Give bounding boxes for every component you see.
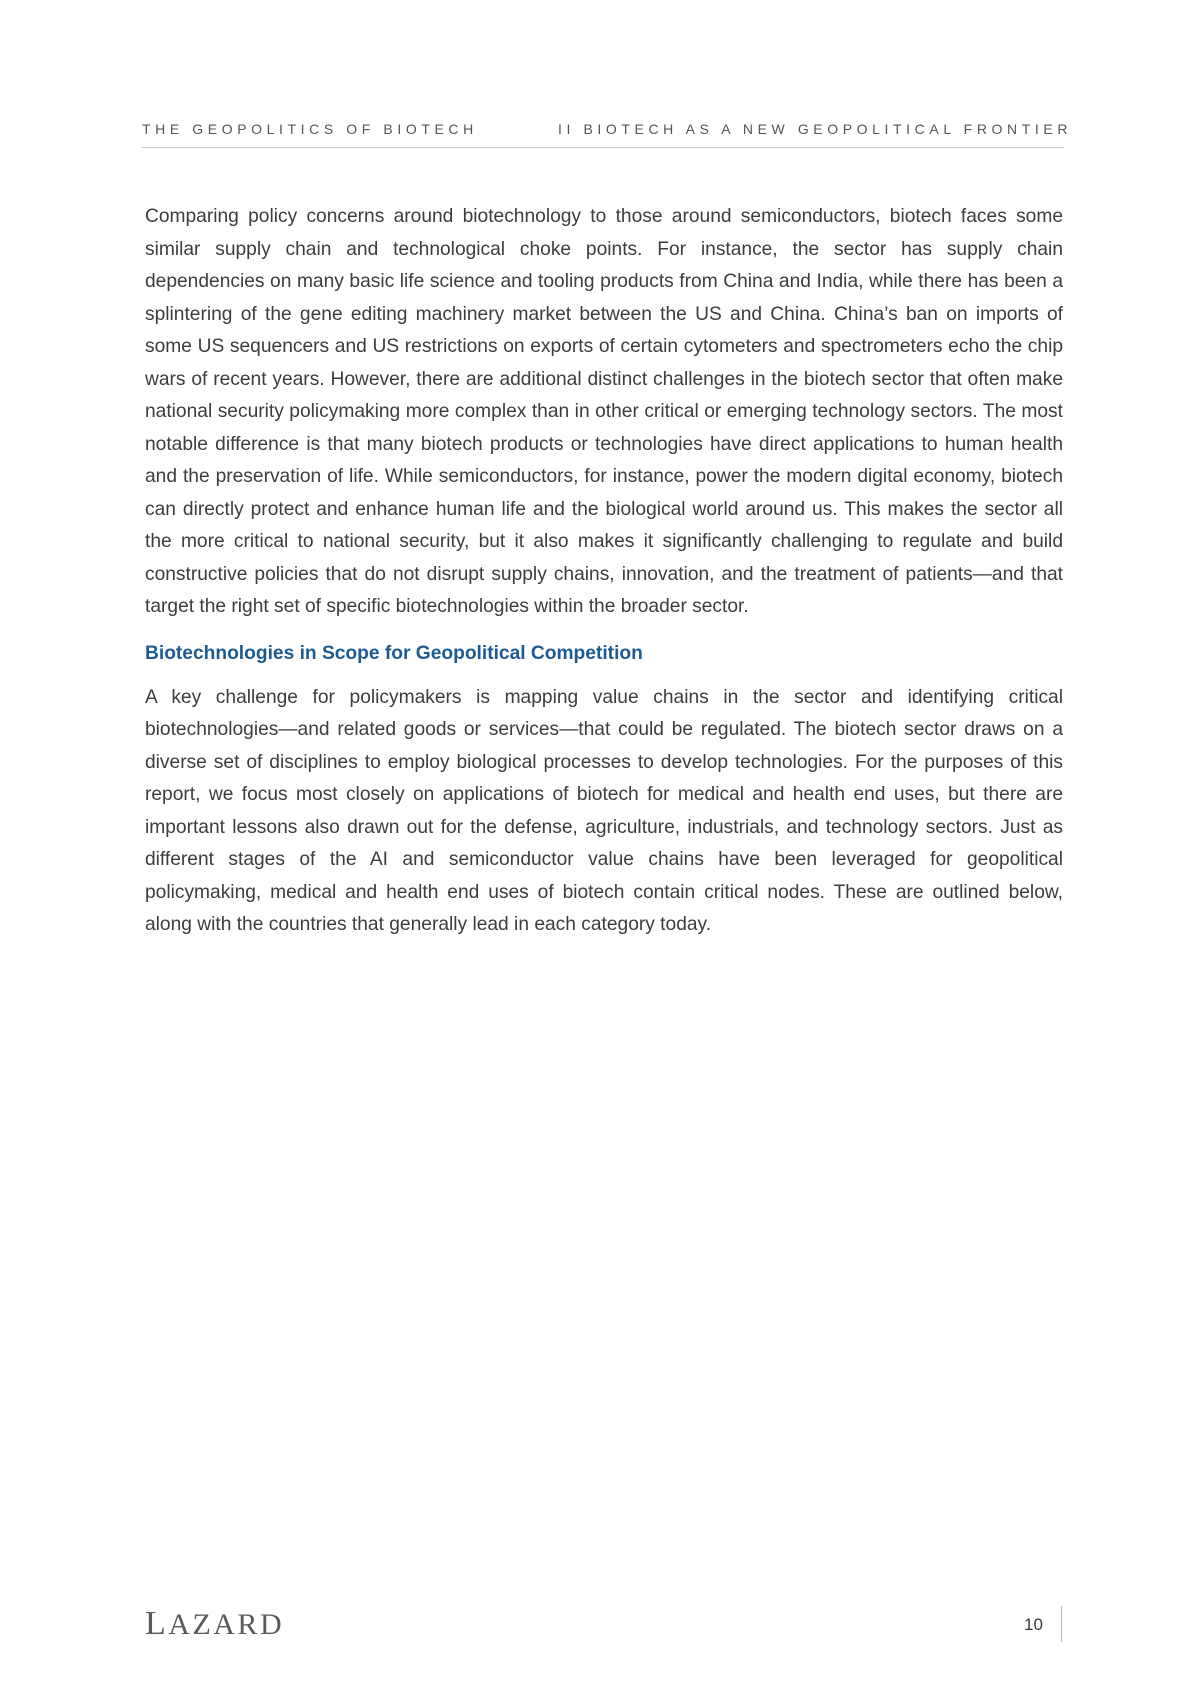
lazard-logo-initial: L	[145, 1605, 169, 1642]
page-number-divider	[1061, 1606, 1062, 1642]
lazard-logo	[145, 1606, 284, 1643]
header-section-title: II BIOTECH AS A NEW GEOPOLITICAL FRONTIER	[558, 121, 1073, 137]
page-content	[145, 201, 1063, 942]
body-paragraph-1: Comparing policy concerns around biotechnology to those around semiconductors, biotech faces some similar supply chain and technological choke points. For instance, the sector has supply chain dependencies on many basic life science and tooling products from China and India, while there has been a splintering of the gene editing machinery market between the US and China. China’s ban on imports of some US sequencers and US restrictions on exports of certain cytometers and spectrometers echo the chip wars of recent years. However, there are additional distinct challenges in the biotech sector that often make national security policymaking more complex than in other critical or emerging technology sectors. The most notable difference is that many biotech products or technologies have direct applications to human health and the preservation of life. While semiconductors, for instance, power the modern digital economy, biotech can directly protect and enhance human life and the biological world around us. This makes the sector all the more critical to national security, but it also makes it significantly challenging to regulate and build constructive policies that do not disrupt supply chains, innovation, and the treatment of patients—and that target the right set of specific biotechnologies within the broader sector.	[145, 206, 1063, 617]
header-report-title: THE GEOPOLITICS OF BIOTECH	[142, 121, 478, 137]
lazard-logo-rest: AZARD	[168, 1608, 285, 1641]
running-header	[142, 121, 1073, 148]
body-paragraph-2: A key challenge for policymakers is mapping value chains in the sector and identifying critical biotechnologies—and related goods or services—that could be regulated. The biotech sector draws on a diverse set of disciplines to employ biological processes to develop technologies. For the purposes of this report, we focus most closely on applications of biotech for medical and health end uses, but there are important lessons also drawn out for the defense, agriculture, industrials, and technology sectors. Just as different stages of the AI and semiconductor value chains have been leveraged for geopolitical policymaking, medical and health end uses of biotech contain critical nodes. These are outlined below, along with the countries that generally lead in each category today.	[145, 686, 1063, 935]
section-heading: Biotechnologies in Scope for Geopolitical Competition	[145, 642, 643, 664]
lazard-logo-text	[145, 1605, 285, 1642]
page-number: 10	[1024, 1615, 1043, 1634]
